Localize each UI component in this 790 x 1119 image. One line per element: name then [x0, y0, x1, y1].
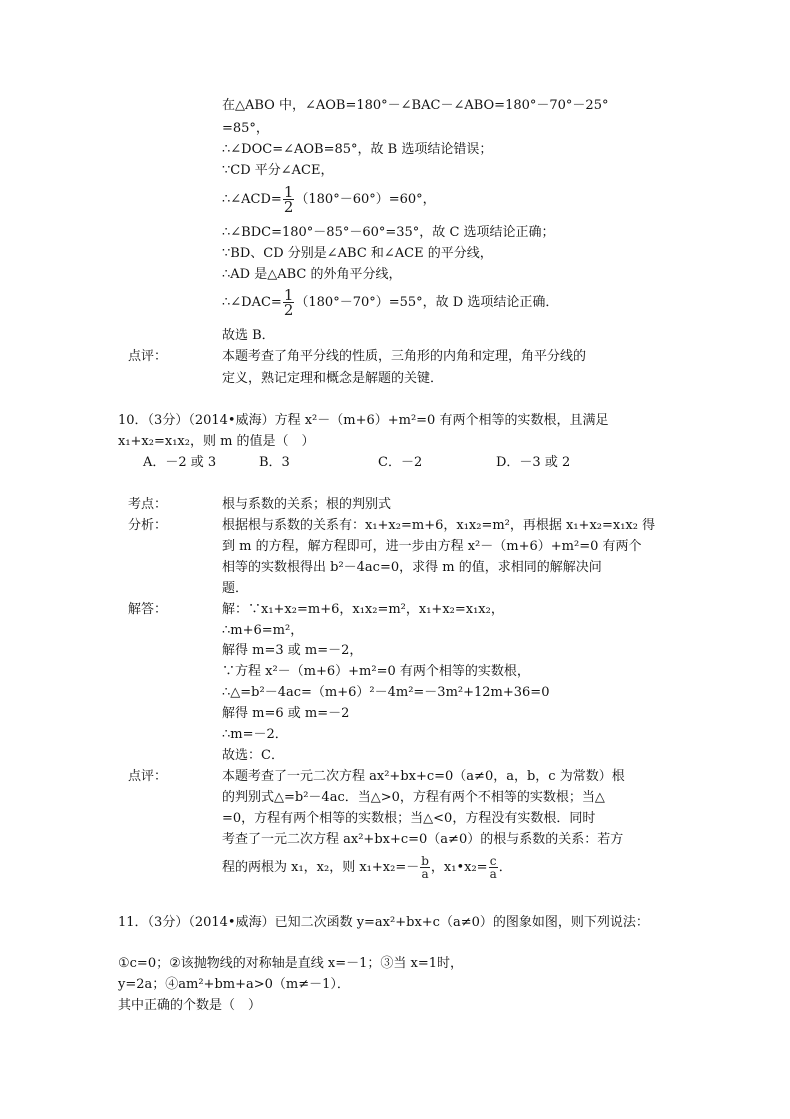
prev-comment-1: 本题考查了角平分线的性质，三角形的内角和定理，角平分线的 — [222, 349, 587, 364]
prev-line-4: ∵CD 平分∠ACE， — [222, 163, 334, 178]
half-fraction-2 — [283, 288, 295, 317]
q10-last-mid: ，x₁•x₂= — [430, 860, 488, 875]
prev-line-6: ∴∠BDC=180°－85°－60°=35°，故 C 选项结论正确； — [222, 225, 555, 240]
q10-option-b: B．3 — [259, 455, 290, 470]
q10-jieda-6: 解得 m=6 或 m=－2 — [222, 706, 350, 721]
q10-title: 10．（3分）（2014•威海）方程 x²－（m+6）+m²=0 有两个相等的实数根，且满足 — [118, 413, 609, 428]
q10-dianping-5 — [222, 851, 512, 885]
q11-line-1: ①c=0；②该抛物线的对称轴是直线 x=－1；③当 x=1时， — [118, 956, 464, 971]
q10-last-prefix: 程的两根为 x₁，x₂，则 x₁+x₂=－ — [222, 860, 420, 875]
q10-jieda-2: ∴m+6=m²， — [222, 623, 304, 638]
half-numerator-2: 1 — [283, 286, 294, 304]
q11-line-2: y=2a；④am²+bm+a>0（m≠－1）． — [118, 977, 350, 992]
c-over-a-fraction — [489, 855, 498, 880]
frac-b: b — [421, 854, 429, 868]
q10-fenxi-3: 相等的实数根得出 b²－4ac=0，求得 m 的值，求相同的解解决问 — [222, 560, 602, 575]
prev-line-1: 在△ABO 中，∠AOB=180°－∠BAC－∠ABO=180°－70°－25° — [222, 98, 609, 113]
prev-line-3: ∴∠DOC=∠AOB=85°，故 B 选项结论错误； — [222, 142, 493, 157]
half-denominator-2: 2 — [283, 301, 294, 319]
prev-comment-2: 定义，熟记定理和概念是解题的关键． — [222, 371, 444, 386]
q10-option-c: C．－2 — [378, 455, 423, 470]
frac-a-2: a — [489, 867, 497, 881]
q10-dianping-label: 点评： — [128, 769, 168, 784]
q10-jieda-4: ∵方程 x²－（m+6）+m²=0 有两个相等的实数根， — [222, 664, 530, 679]
q10-jieda-1: 解：∵x₁+x₂=m+6，x₁x₂=m²，x₁+x₂=x₁x₂， — [222, 602, 504, 617]
prev-line-7: ∵BD、CD 分别是∠ABC 和∠ACE 的平分线， — [222, 246, 493, 261]
prev-line-dac — [222, 287, 558, 319]
prev-line-8: ∴AD 是△ABC 的外角平分线， — [222, 267, 402, 282]
q10-option-d: D．－3 或 2 — [496, 455, 571, 470]
acd-prefix: ∴∠ACD= — [222, 192, 282, 207]
acd-rest: （180°－60°）=60°， — [295, 192, 436, 207]
q10-title-2: x₁+x₂=x₁x₂，则 m 的值是（ ） — [118, 434, 315, 449]
dac-rest: （180°－70°）=55°，故 D 选项结论正确． — [295, 295, 559, 310]
q11-title: 11．（3分）（2014•威海）已知二次函数 y=ax²+bx+c（a≠0）的图象如图，则下列说法： — [118, 915, 649, 930]
half-denominator: 2 — [283, 198, 294, 216]
q10-jieda-5: ∴△=b²－4ac=（m+6）²－4m²=－3m²+12m+36=0 — [222, 685, 550, 700]
q10-dianping-2: 的判别式△=b²－4ac．当△>0，方程有两个不相等的实数根；当△ — [222, 790, 605, 805]
q10-dianping-3: =0，方程有两个相等的实数根；当△<0，方程没有实数根．同时 — [222, 811, 596, 826]
q10-fenxi-1: 根据根与系数的关系有：x₁+x₂=m+6，x₁x₂=m²，再根据 x₁+x₂=x₁x₂ 得 — [222, 518, 656, 533]
q10-jieda-label: 解答： — [128, 602, 168, 617]
q10-fenxi-2: 到 m 的方程，解方程即可，进一步由方程 x²－（m+6）+m²=0 有两个 — [222, 539, 642, 554]
q10-kaodian: 根与系数的关系；根的判别式 — [222, 497, 392, 512]
q10-jieda-8: 故选：C． — [222, 748, 284, 763]
q11-line-3: 其中正确的个数是（ ） — [118, 998, 262, 1013]
q10-last-end: ． — [498, 860, 512, 875]
q10-option-a: A．－2 或 3 — [143, 455, 217, 470]
frac-c: c — [489, 854, 497, 868]
q10-jieda-3: 解得 m=3 或 m=－2， — [222, 643, 363, 658]
q10-dianping-1: 本题考查了一元二次方程 ax²+bx+c=0（a≠0，a，b，c 为常数）根 — [222, 769, 625, 784]
b-over-a-fraction — [420, 855, 430, 880]
q10-jieda-7: ∴m=－2． — [222, 727, 288, 742]
frac-a: a — [421, 867, 429, 881]
prev-comment-label: 点评： — [128, 349, 168, 364]
prev-line-2: =85°， — [222, 121, 269, 136]
half-numerator: 1 — [283, 183, 294, 201]
q10-fenxi-label: 分析： — [128, 518, 168, 533]
dac-prefix: ∴∠DAC= — [222, 295, 282, 310]
half-fraction — [283, 185, 295, 214]
prev-line-acd — [222, 184, 436, 216]
q10-kaodian-label: 考点： — [128, 497, 168, 512]
q10-fenxi-4: 题． — [222, 581, 249, 596]
q10-dianping-4: 考查了一元二次方程 ax²+bx+c=0（a≠0）的根与系数的关系：若方 — [222, 832, 624, 847]
prev-line-10: 故选 B． — [222, 328, 275, 343]
